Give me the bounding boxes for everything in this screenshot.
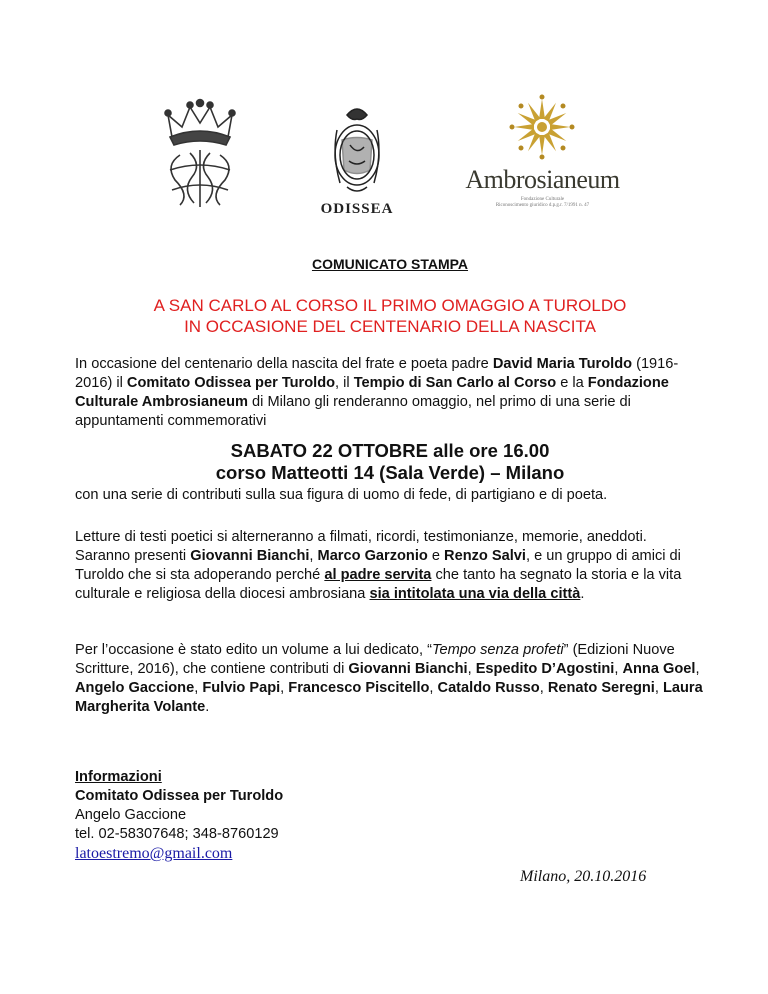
crown-monogram-icon: [150, 95, 250, 210]
info-org: Comitato Odissea per Turoldo: [75, 788, 284, 804]
odissea-logo: [302, 95, 412, 220]
contributor-name: Giovanni Bianchi: [348, 661, 468, 677]
contributor-names: Giovanni Bianchi, Espedito D’Agostini, Anna Goel, Angelo Gaccione, Fulvio Papi, Francesco Piscitello, Cataldo Russo, Renato Seregni, Laura Margherita Volante.: [75, 661, 703, 715]
sunburst-star-icon: [455, 93, 630, 163]
contributor-name: Angelo Gaccione: [75, 680, 195, 696]
program-paragraph: Letture di testi poetici si alterneranno a filmati, ricordi, testimonianze, memorie, aneddoti. Saranno presenti Giovanni Bianchi, Marco Garzonio e Renzo Salvi, e un gruppo di amici di Turoldo che si sta adoperando perché al padre servita che tanto ha segnato la storia e la vita culturale e religiosa della diocesi ambrosiana sia intitolata una via della città.: [75, 529, 682, 602]
ambrosianeum-subtitle: Fondazione Culturale Riconoscimento giuridico d.p.g.r. 7/1991 n. 47: [495, 197, 590, 208]
headline-line-1: A SAN CARLO AL CORSO IL PRIMO OMAGGIO A TUROLDO: [153, 296, 627, 315]
contact-info: [75, 768, 705, 864]
info-phone: tel. 02-58307648; 348-8760129: [75, 826, 279, 842]
contributor-name: Fulvio Papi: [202, 680, 281, 696]
odissea-logo-text: ODISSEA: [320, 201, 394, 217]
document-date: Milano, 20.10.2016: [520, 868, 647, 885]
event-details: [75, 440, 705, 484]
ambrosianeum-logo: [455, 93, 630, 213]
event-description: con una serie di contributi sulla sua figura di uomo di fede, di partigiano e di poeta.: [75, 487, 608, 503]
contributor-name: Renato Seregni: [547, 680, 655, 696]
contributor-name: Laura Margherita Volante: [75, 680, 703, 715]
san-carlo-monogram-logo: [150, 95, 250, 210]
contributor-name: Anna Goel: [622, 661, 696, 677]
odissea-emblem-icon: [302, 95, 412, 200]
info-person: Angelo Gaccione: [75, 807, 187, 823]
event-date-time: SABATO 22 OTTOBRE alle ore 16.00: [230, 440, 550, 461]
contributor-name: Francesco Piscitello: [288, 680, 430, 696]
contributor-name: Cataldo Russo: [437, 680, 540, 696]
ambrosianeum-logo-text: Ambrosianeum: [465, 165, 620, 194]
headline-line-2: IN OCCASIONE DEL CENTENARIO DELLA NASCITA: [184, 317, 596, 336]
event-location: corso Matteotti 14 (Sala Verde) – Milano: [215, 462, 565, 483]
book-paragraph: Per l’occasione è stato edito un volume a lui dedicato, “Tempo senza profeti” (Edizioni Nuove Scritture, 2016), che contiene contributi di Giovanni Bianchi, Espedito D’Agostini, Anna Goel, Angelo Gaccione, Fulvio Papi, Francesco Piscitello, Cataldo Russo, Renato Seregni, Laura Margherita Volante.: [75, 642, 703, 715]
press-release-label: COMUNICATO STAMPA: [311, 256, 469, 272]
email-link[interactable]: latoestremo@gmail.com: [75, 845, 233, 862]
intro-paragraph: In occasione del centenario della nascita del frate e poeta padre David Maria Turoldo (1916-2016) il Comitato Odissea per Turoldo, il Tempio di San Carlo al Corso e la Fondazione Culturale Ambrosianeum di Milano gli renderanno omaggio, nel primo di una serie di appuntamenti commemorativi: [75, 356, 679, 429]
contributor-name: Espedito D’Agostini: [475, 661, 615, 677]
info-title: Informazioni: [75, 769, 162, 785]
headline: [75, 295, 705, 337]
